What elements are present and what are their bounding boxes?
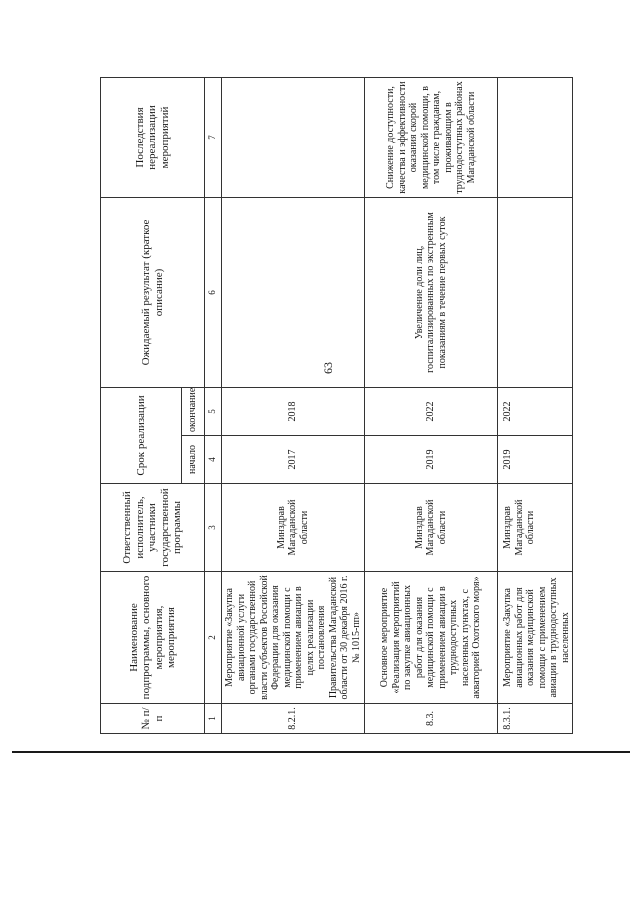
col-header-result: Ожидаемый результат (краткое описание) <box>101 197 205 387</box>
col-header-num: № п/п <box>101 704 205 734</box>
row-name: Мероприятие «Закупка авиационной услуги органами государственной власти субъектов Российской Федерации для оказания медицинской помощи с применением авиации в целях реализации постановления Правительства Магаданской области от 30 декабря 2016 г. № 1015-пп» <box>222 572 365 704</box>
column-number: 4 <box>205 436 222 484</box>
row-num: 8.2.1. <box>222 704 365 734</box>
blank-margin <box>101 21 573 77</box>
row-result <box>222 197 365 387</box>
row-end: 2018 <box>222 387 365 435</box>
table-row <box>498 21 573 733</box>
column-number: 3 <box>205 484 222 572</box>
col-header-start: начало <box>182 436 205 484</box>
row-consequences <box>498 77 573 197</box>
row-responsible: Минздрав Магаданской области <box>222 484 365 572</box>
col-header-end: окончание <box>182 387 205 435</box>
column-number: 2 <box>205 572 222 704</box>
row-num: 8.3. <box>365 704 498 734</box>
row-responsible: Минздрав Магаданской области <box>498 484 573 572</box>
column-number: 1 <box>205 704 222 734</box>
horizontal-rule <box>12 751 630 753</box>
row-result <box>498 197 573 387</box>
page-number: 63 <box>321 362 335 374</box>
col-header-consequences: Последствия нереализации мероприятий <box>101 77 205 197</box>
column-number: 7 <box>205 77 222 197</box>
col-header-period: Срок реализации <box>101 387 182 483</box>
row-result: Увеличение доли лиц, госпитализированных по экстренным показаниям в течение первых суток <box>365 197 498 387</box>
header-row <box>101 21 182 733</box>
column-number-row <box>205 21 222 733</box>
row-consequences: Снижение доступности, качества и эффективности оказания скорой медицинской помощи, в том числе гражданам, проживающим в труднодоступных районах Магаданской области <box>365 77 498 197</box>
row-start: 2017 <box>222 436 365 484</box>
row-name: Основное мероприятие «Реализация мероприятий по закупке авиационных работ для оказания медицинской помощи с применением авиации в труднодоступных населенных пунктах, с акваторией Охотского моря» <box>365 572 498 704</box>
row-start: 2019 <box>498 436 573 484</box>
rotated-table-container <box>100 22 571 734</box>
table-row <box>365 21 498 733</box>
row-name: Мероприятие «Закупка авиационных работ для оказания медицинской помощи с применением авиации в труднодоступных населенных <box>498 572 573 704</box>
row-consequences <box>222 77 365 197</box>
row-num: 8.3.1. <box>498 704 573 734</box>
table-row <box>222 21 365 733</box>
col-header-responsible: Ответственный исполнитель, участники государственной программы <box>101 484 205 572</box>
column-number: 5 <box>205 387 222 435</box>
column-number: 6 <box>205 197 222 387</box>
row-start: 2019 <box>365 436 498 484</box>
row-end: 2022 <box>365 387 498 435</box>
col-header-name: Наименование подпрограммы, основного мероприятия, мероприятия <box>101 572 205 704</box>
row-end: 2022 <box>498 387 573 435</box>
row-responsible: Минздрав Магаданской области <box>365 484 498 572</box>
program-table <box>100 21 573 734</box>
table-frame <box>100 22 571 734</box>
